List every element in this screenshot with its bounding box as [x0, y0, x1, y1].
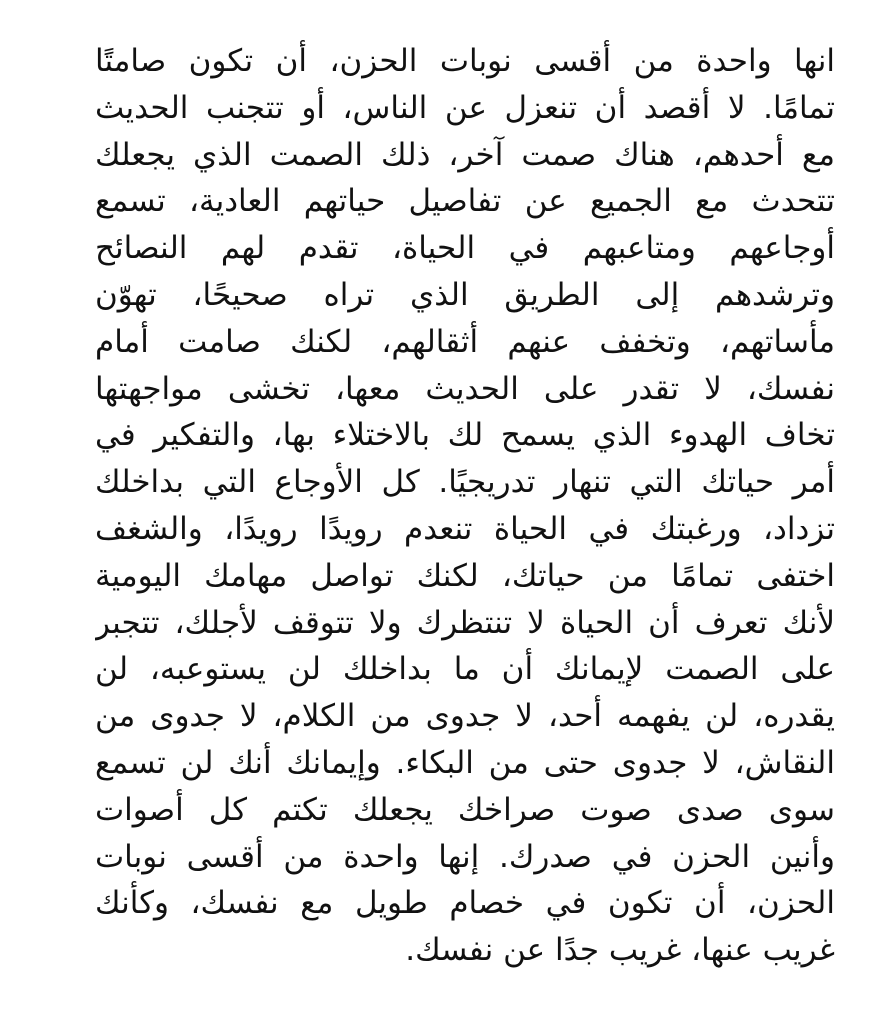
text-line: غريب عنها، غريب جدًا عن نفسك. [405, 932, 835, 969]
text-line: على الصمت لإيمانك أن ما بداخلك لن يستوعبه، لن [95, 651, 835, 688]
text-line: الحزن، أن تكون في خصام طويل مع نفسك، وكأنك [95, 885, 835, 922]
text-line: تزداد، ورغبتك في الحياة تنعدم رويدًا رويدًا، والشغف [95, 510, 835, 547]
text-line: وترشدهم إلى الطريق الذي تراه صحيحًا، تهوّن [95, 276, 835, 313]
text-line: أمر حياتك التي تنهار تدريجيًا. كل الأوجاع التي بداخلك [95, 464, 835, 501]
text-line: تمامًا. لا أقصد أن تنعزل عن الناس، أو تتجنب الحديث [95, 89, 835, 126]
text-line: نفسك، لا تقدر على الحديث معها، تخشى مواجهتها [95, 370, 835, 407]
text-line: أوجاعهم ومتاعبهم في الحياة، تقدم لهم النصائح [95, 230, 835, 267]
text-line: مأساتهم، وتخفف عنهم أثقالهم، لكنك صامت أمام [95, 323, 835, 360]
text-line: النقاش، لا جدوى حتى من البكاء. وإيمانك أنك لن تسمع [95, 744, 835, 781]
text-line: مع أحدهم، هناك صمت آخر، ذلك الصمت الذي يجعلك [95, 136, 835, 173]
text-line: يقدره، لن يفهمه أحد، لا جدوى من الكلام، لا جدوى من [95, 698, 835, 735]
arabic-paragraph [95, 38, 835, 974]
text-line: سوى صدى صوت صراخك يجعلك تكتم كل أصوات [95, 791, 835, 828]
text-line: تخاف الهدوء الذي يسمح لك بالاختلاء بها، والتفكير في [95, 417, 835, 454]
text-line: وأنين الحزن في صدرك. إنها واحدة من أقسى نوبات [95, 838, 835, 875]
text-line: انها واحدة من أقسى نوبات الحزن، أن تكون صامتًا [95, 43, 835, 79]
text-line: تتحدث مع الجميع عن تفاصيل حياتهم العادية، تسمع [95, 183, 835, 220]
text-line: لأنك تعرف أن الحياة لا تنتظرك ولا تتوقف لأجلك، تتجبر [95, 604, 835, 641]
text-line: اختفى تمامًا من حياتك، لكنك تواصل مهامك اليومية [95, 557, 835, 594]
